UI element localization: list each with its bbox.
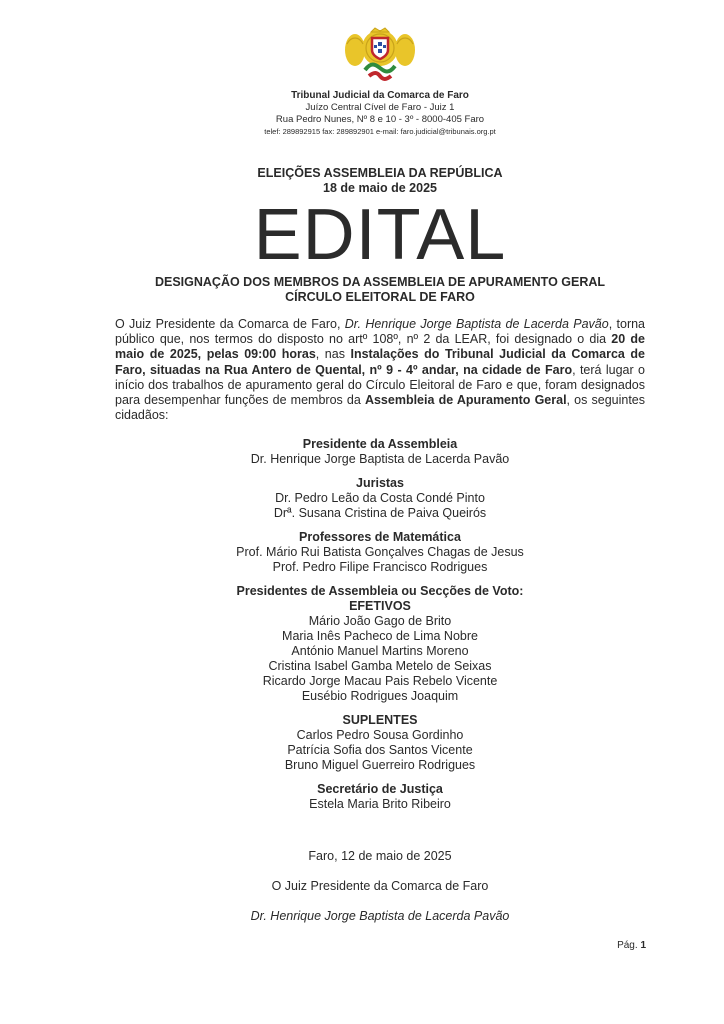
group-title: Professores de Matemática — [299, 530, 461, 544]
body-text-1: O Juiz Presidente da Comarca de Faro, — [115, 317, 345, 331]
place-date: Faro, 12 de maio de 2025 — [308, 849, 452, 863]
group-substitutes — [150, 713, 610, 773]
list-item: Dr. Pedro Leão da Costa Condé Pinto — [275, 491, 485, 505]
list-item: Prof. Mário Rui Batista Gonçalves Chagas de Jesus — [236, 545, 524, 559]
election-date: 18 de maio de 2025 — [323, 181, 437, 195]
court-contact: telef: 289892915 fax: 289892901 e-mail: faro.judicial@tribunais.org.pt — [264, 127, 496, 136]
list-item: Patrícia Sofia dos Santos Vicente — [287, 743, 473, 757]
list-item: Estela Maria Brito Ribeiro — [309, 797, 451, 811]
group-subtitle: EFETIVOS — [349, 599, 411, 613]
list-item: António Manuel Martins Moreno — [291, 644, 469, 658]
closing-block — [150, 849, 610, 924]
body-paragraph — [115, 317, 645, 423]
group-title: Juristas — [356, 476, 404, 490]
page-title: EDITAL — [253, 195, 507, 275]
group-jurists — [150, 476, 610, 521]
court-address: Rua Pedro Nunes, Nº 8 e 10 - 3º - 8000-405 Faro — [275, 114, 485, 125]
list-item: Eusébio Rodrigues Joaquim — [301, 689, 459, 703]
election-title: ELEIÇÕES ASSEMBLEIA DA REPÚBLICA — [257, 166, 503, 180]
list-item: Maria Inês Pacheco de Lima Nobre — [282, 629, 478, 643]
list-item: Dr. Henrique Jorge Baptista de Lacerda Pavão — [250, 452, 510, 466]
page-label: Pág. — [617, 940, 638, 951]
list-item: Prof. Pedro Filipe Francisco Rodrigues — [272, 560, 488, 574]
group-title: Secretário de Justiça — [317, 782, 443, 796]
designation-line-2: CÍRCULO ELEITORAL DE FARO — [285, 290, 475, 304]
court-header — [200, 90, 560, 137]
group-voting-presidents — [150, 584, 610, 704]
group-president — [150, 437, 610, 467]
list-item: Drª. Susana Cristina de Paiva Queirós — [273, 506, 487, 520]
body-text-2: , torna público que, nos termos do disposto no artº 108º, nº 2 da LEAR, foi designado o dia — [115, 317, 646, 347]
judge-name: Dr. Henrique Jorge Baptista de Lacerda Pavão — [344, 317, 609, 331]
page-number-value: 1 — [640, 940, 646, 951]
list-item: Bruno Miguel Guerreiro Rodrigues — [284, 758, 476, 772]
page-number — [600, 940, 646, 951]
list-item: Cristina Isabel Gamba Metelo de Seixas — [268, 659, 492, 673]
group-title: Presidentes de Assembleia ou Secções de Voto: — [236, 584, 524, 598]
body-text-3: , nas — [315, 347, 351, 362]
designation-heading — [100, 275, 660, 305]
coat-of-arms-icon — [341, 26, 419, 84]
court-section: Juízo Central Cível de Faro - Juiz 1 — [305, 102, 455, 113]
list-item: Carlos Pedro Sousa Gordinho — [296, 728, 464, 742]
meeting-place: Instalações do Tribunal Judicial da Comarca de Faro, situadas na Rua Antero de Quental, nº 9 - 4º andar, na cidade de Faro — [115, 347, 645, 377]
court-name: Tribunal Judicial da Comarca de Faro — [291, 90, 469, 101]
signatory-role: O Juiz Presidente da Comarca de Faro — [271, 879, 489, 893]
body-text-5: , os seguintes cidadãos: — [115, 393, 645, 423]
body-text-4: , terá lugar o início dos trabalhos de apuramento geral do Círculo Eleitoral de Faro e que, foram designados para desempenhar funções de membros da — [115, 362, 645, 408]
meeting-date: 20 de maio de 2025, pelas 09:00 horas — [115, 332, 645, 362]
list-item: Ricardo Jorge Macau Pais Rebelo Vicente — [262, 674, 498, 688]
election-heading — [150, 166, 610, 196]
designation-line-1: DESIGNAÇÃO DOS MEMBROS DA ASSEMBLEIA DE APURAMENTO GERAL — [154, 275, 606, 289]
signatory-name: Dr. Henrique Jorge Baptista de Lacerda Pavão — [250, 909, 510, 923]
group-title: SUPLENTES — [342, 713, 418, 727]
assembly-name: Assembleia de Apuramento Geral — [364, 393, 567, 408]
group-secretary — [150, 782, 610, 812]
members-list — [150, 437, 610, 812]
group-math-teachers — [150, 530, 610, 575]
group-title: Presidente da Assembleia — [302, 437, 458, 451]
list-item: Mário João Gago de Brito — [308, 614, 452, 628]
